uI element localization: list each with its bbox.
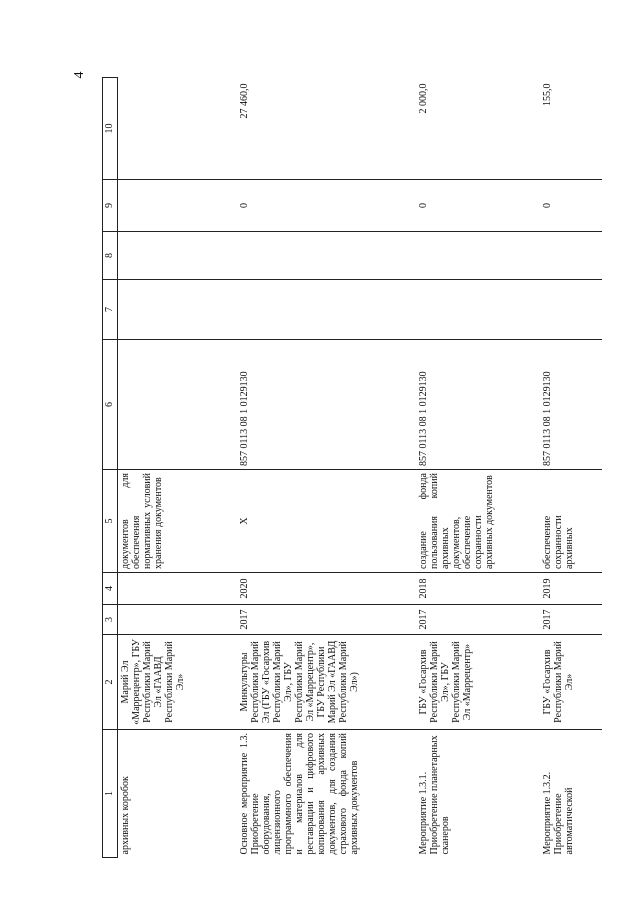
value-col-8 bbox=[237, 232, 416, 280]
responsible-executor: Минкультуры Республики Марий Эл (ГБУ «Госархив Республики Марий Эл», ГБУ Республики Марий Эл «Маррецентр», ГБУ Республики Марий Эл «ГААВД Республики Марий Эл») bbox=[237, 635, 416, 730]
activity-name: архивных коробок bbox=[120, 776, 131, 855]
value-col-7 bbox=[237, 280, 416, 340]
column-header-1: 1 bbox=[103, 730, 118, 858]
value-col-10: 2 000,0 bbox=[416, 78, 540, 180]
value-col-9: 0 bbox=[237, 180, 416, 232]
responsible-executor: ГБУ «Госархив Республики Марий Эл», ГБУ Республики Марий Эл «Маррецентр» bbox=[416, 635, 540, 730]
activity-name: Мероприятие 1.3.1. Приобретение планетарных сканеров bbox=[418, 735, 451, 855]
start-year: 2017 bbox=[540, 605, 602, 635]
end-year: 2020 bbox=[237, 573, 416, 605]
table-row bbox=[416, 78, 540, 858]
value-col-9: 0 bbox=[416, 180, 540, 232]
column-header-2: 2 bbox=[103, 635, 118, 730]
column-header-9: 9 bbox=[103, 180, 118, 232]
start-year bbox=[118, 605, 238, 635]
table-row bbox=[540, 78, 602, 858]
value-col-10 bbox=[118, 78, 238, 180]
budget-code: 857 0113 08 1 0129130 bbox=[237, 340, 416, 470]
column-header-6: 6 bbox=[103, 340, 118, 470]
value-col-9 bbox=[118, 180, 238, 232]
column-header-7: 7 bbox=[103, 280, 118, 340]
table-header-row bbox=[103, 78, 118, 858]
value-col-10: 27 460,0 bbox=[237, 78, 416, 180]
responsible-executor: ГБУ «Госархив Республики Марий Эл» bbox=[540, 635, 602, 730]
value-col-7 bbox=[416, 280, 540, 340]
column-header-8: 8 bbox=[103, 232, 118, 280]
program-activities-table bbox=[102, 77, 602, 858]
value-col-8 bbox=[416, 232, 540, 280]
expected-result: документов для обеспечения нормативных условий хранения документов bbox=[118, 470, 238, 573]
value-col-8 bbox=[118, 232, 238, 280]
value-col-7 bbox=[540, 280, 602, 340]
expected-result: обеспечение сохранности архивных bbox=[540, 470, 602, 573]
end-year bbox=[118, 573, 238, 605]
budget-code: 857 0113 08 1 0129130 bbox=[416, 340, 540, 470]
budget-code: 857 0113 08 1 0129130 bbox=[540, 340, 602, 470]
activity-name: Основное мероприятие 1.3. Приобретение оборудования, лицензионного программного обеспечения и материалов для реставрации и цифрового копирования архивных документов, для создания страхового фонда копий архивных документов bbox=[239, 733, 360, 855]
value-col-10: 155,0 bbox=[540, 78, 602, 180]
start-year: 2017 bbox=[237, 605, 416, 635]
value-col-7 bbox=[118, 280, 238, 340]
expected-result: X bbox=[237, 470, 416, 573]
table-row bbox=[237, 78, 416, 858]
column-header-3: 3 bbox=[103, 605, 118, 635]
expected-result: создание фонда пользования копий архивных документов, обеспечение сохранности архивных документов bbox=[416, 470, 540, 573]
end-year: 2019 bbox=[540, 573, 602, 605]
budget-code bbox=[118, 340, 238, 470]
start-year: 2017 bbox=[416, 605, 540, 635]
value-col-9: 0 bbox=[540, 180, 602, 232]
value-col-8 bbox=[540, 232, 602, 280]
column-header-10: 10 bbox=[103, 78, 118, 180]
column-header-4: 4 bbox=[103, 573, 118, 605]
column-header-5: 5 bbox=[103, 470, 118, 573]
responsible-executor: Марий Эл «Маррецентр», ГБУ Республики Марий Эл «ГААВД Республики Марий Эл» bbox=[118, 635, 238, 730]
table-row bbox=[118, 78, 238, 858]
page-number: 4 bbox=[72, 71, 87, 79]
activity-name: Мероприятие 1.3.2. Приобретение автоматической bbox=[542, 771, 575, 855]
program-table-container bbox=[102, 78, 612, 858]
end-year: 2018 bbox=[416, 573, 540, 605]
